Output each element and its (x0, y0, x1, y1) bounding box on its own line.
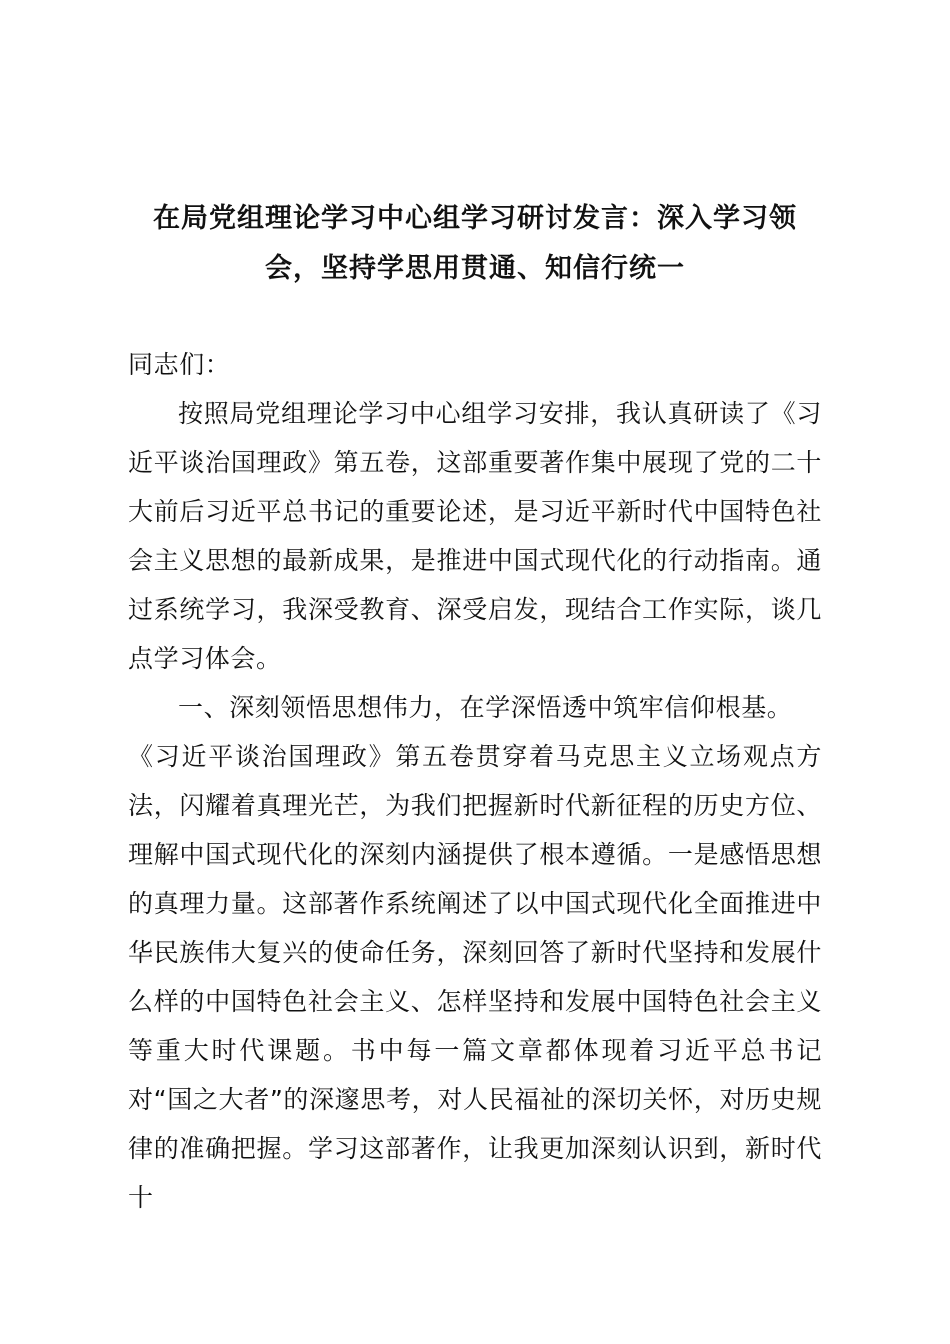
title-line-2: 会，坚持学思用贯通、知信行统一 (265, 253, 685, 284)
paragraph-section-1: 《习近平谈治国理政》第五卷贯穿着马克思主义立场观点方法，闪耀着真理光芒，为我们把握新时代新征程的历史方位、理解中国式现代化的深刻内涵提供了根本遵循。一是感悟思想的真理力量。这部著作系统阐述了以中国式现代化全面推进中华民族伟大复兴的使命任务，深刻回答了新时代坚持和发展什么样的中国特色社会主义、怎样坚持和发展中国特色社会主义等重大时代课题。书中每一篇文章都体现着习近平总书记对“国之大者”的深邃思考，对人民福祉的深切关怀，对历史规律的准确把握。学习这部著作，让我更加深刻认识到，新时代十 (128, 742, 822, 1212)
paragraph-intro: 按照局党组理论学习中心组学习安排，我认真研读了《习近平谈治国理政》第五卷，这部重要著作集中展现了党的二十大前后习近平总书记的重要论述，是习近平新时代中国特色社会主义思想的最新成果，是推进中国式现代化的行动指南。通过系统学习，我深受教育、深受启发，现结合工作实际，谈几点学习体会。 (128, 399, 822, 673)
section-heading-1: 一、深刻领悟思想伟力，在学深悟透中筑牢信仰根基。 (178, 693, 793, 722)
salutation: 同志们： (128, 350, 231, 379)
title-line-1: 在局党组理论学习中心组学习研讨发言：深入学习领 (153, 203, 797, 234)
document-body (128, 340, 822, 1222)
document-title (128, 194, 822, 294)
